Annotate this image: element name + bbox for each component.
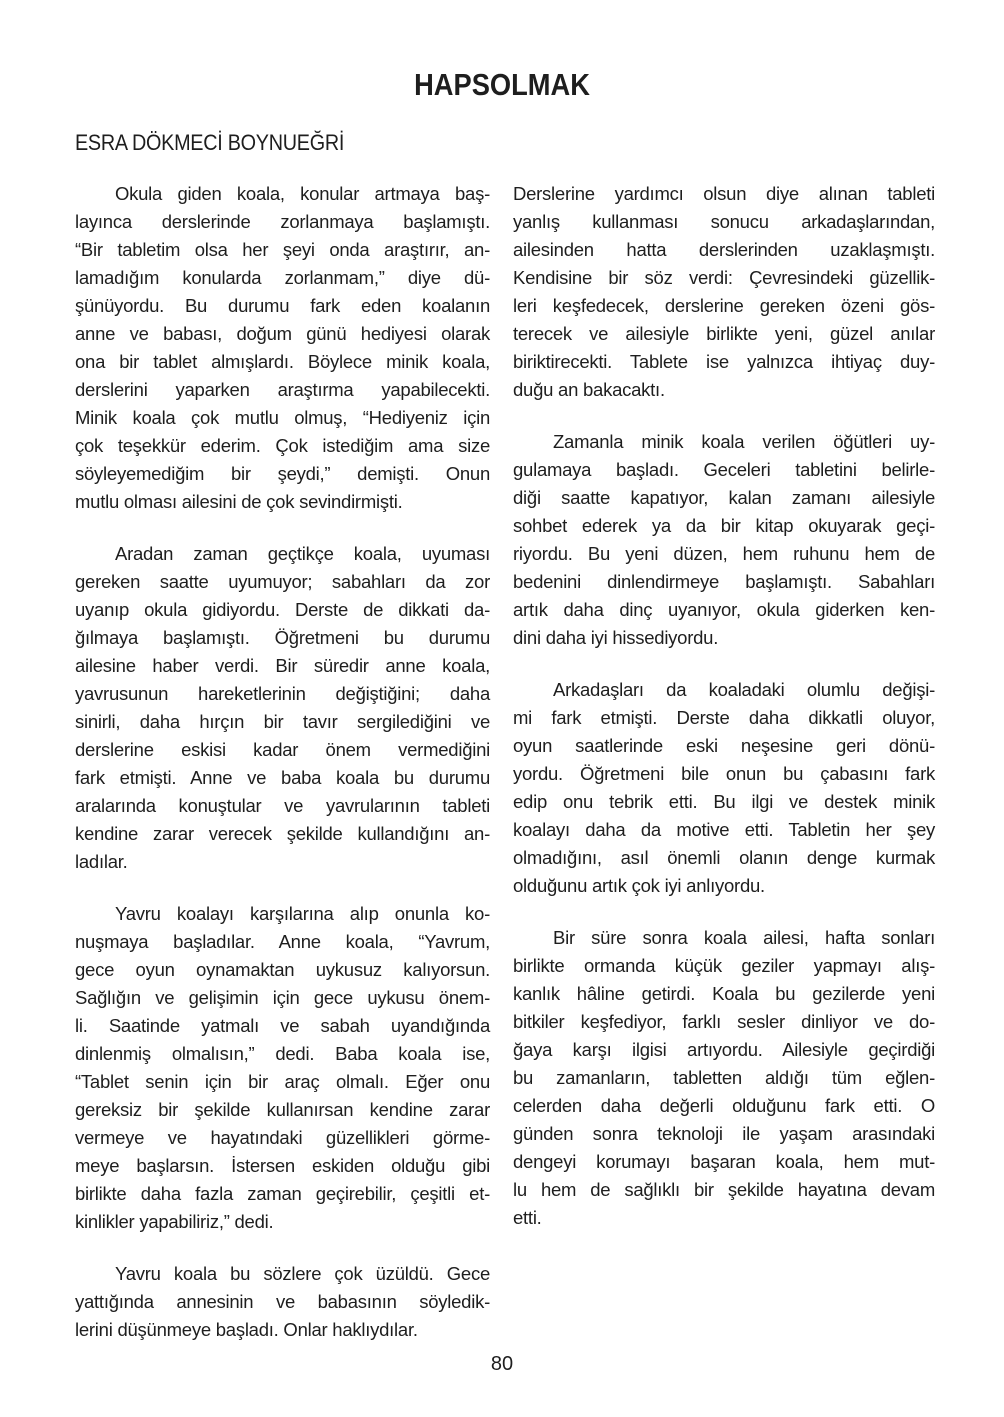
text-line: duğu an bakacaktı. <box>513 379 665 400</box>
text-line: birlikte daha fazla zaman geçirebilir, çeşitli et- <box>75 1183 490 1204</box>
text-line: Aradan zaman geçtikçe koala, uyuması <box>115 543 490 564</box>
text-line: olduğunu artık çok iyi anlıyordu. <box>513 875 765 896</box>
text-line: dinlenmiş olmalısın,” dedi. Baba koala ise, <box>75 1043 490 1064</box>
paragraph <box>513 428 935 652</box>
author-name: ESRA DÖKMECİ BOYNUEĞRİ <box>75 130 345 155</box>
text-line: aralarında konuştular ve yavrularının tableti <box>75 795 490 816</box>
page-number: 80 <box>490 1353 514 1375</box>
text-line: dini daha iyi hissediyordu. <box>513 627 719 648</box>
text-line: nuşmaya başladılar. Anne koala, “Yavrum, <box>75 931 490 952</box>
text-line: riyordu. Bu yeni düzen, hem ruhunu hem de <box>513 543 935 564</box>
text-line: terecek ve ailesiyle birlikte yeni, güzel anılar <box>513 323 935 344</box>
text-columns <box>75 180 935 1344</box>
text-line: leri keşfedecek, derslerine gereken özeni gös- <box>513 295 935 316</box>
text-line: Yavru koalayı karşılarına alıp onunla ko- <box>115 903 490 924</box>
text-line: birlikte ormanda küçük geziler yapmayı alış- <box>513 955 935 976</box>
text-line: ğaya karşı ilgisi artıyordu. Ailesiyle geçirdiği <box>513 1039 935 1060</box>
text-line: ladılar. <box>75 851 128 872</box>
paragraph <box>513 180 935 404</box>
text-line: kanlık hâline getirdi. Koala bu gezilerde yeni <box>513 983 935 1004</box>
text-line: lerini düşünmeye başladı. Onlar haklıydılar. <box>75 1319 418 1340</box>
text-line: “Bir tabletim olsa her şeyi onda araştırır, an- <box>75 239 490 260</box>
text-line: lamadığım konularda zorlanmam,” diye dü- <box>75 267 490 288</box>
text-line: Okula giden koala, konular artmaya baş- <box>115 183 490 204</box>
text-line: ailesinden hatta derslerinden uzaklaşmıştı. <box>513 239 935 260</box>
text-line: gereksiz bir şekilde kullanırsan kendine zarar <box>75 1099 490 1120</box>
text-line: sohbet ederek ya da bir kitap okuyarak geçi- <box>513 515 935 536</box>
text-line: gereken saatte uyumuyor; sabahları da zor <box>75 571 490 592</box>
left-column <box>75 180 490 1344</box>
text-line: ailesine haber verdi. Bir süredir anne koala, <box>75 655 490 676</box>
text-line: dengeyi korumayı başaran koala, hem mut- <box>513 1151 935 1172</box>
text-line: günden sonra teknoloji ile yaşam arasındaki <box>513 1123 935 1144</box>
paragraph <box>513 676 935 900</box>
text-line: mi fark etmişti. Derste daha dikkatli oluyor, <box>513 707 935 728</box>
paragraph <box>75 900 490 1236</box>
text-line: Kendisine bir söz verdi: Çevresindeki güzellik- <box>513 267 935 288</box>
text-line: kendine zarar verecek şekilde kullandığını an- <box>75 823 490 844</box>
text-line: ğılmaya başlamıştı. Öğretmeni bu durumu <box>75 627 490 648</box>
text-line: bitkiler keşfediyor, farklı sesler dinliyor ve do- <box>513 1011 935 1032</box>
text-line: layınca derslerinde zorlanmaya başlamıştı. <box>75 211 490 232</box>
text-line: diği saatte kapatıyor, kalan zamanı ailesiyle <box>513 487 935 508</box>
text-line: Bir süre sonra koala ailesi, hafta sonları <box>553 927 935 948</box>
text-line: bu zamanların, tabletten aldığı tüm eğlen- <box>513 1067 935 1088</box>
text-line: artık daha dinç uyanıyor, okula giderken ken- <box>513 599 935 620</box>
text-line: celerden daha değerli olduğunu fark etti. O <box>513 1095 935 1116</box>
text-line: şünüyordu. Bu durumu fark eden koalanın <box>75 295 490 316</box>
text-line: etti. <box>513 1207 542 1228</box>
text-line: Zamanla minik koala verilen öğütleri uy- <box>553 431 935 452</box>
text-line: vermeye ve hayatındaki güzellikleri görme- <box>75 1127 490 1148</box>
text-line: bedenini dinlendirmeye başlamıştı. Sabahları <box>513 571 935 592</box>
text-line: oyun saatlerinde eski neşesine geri dönü- <box>513 735 935 756</box>
text-line: li. Saatinde yatmalı ve sabah uyandığında <box>75 1015 490 1036</box>
text-line: kinlikler yapabiliriz,” dedi. <box>75 1211 274 1232</box>
text-line: yanlış kullanması sonucu arkadaşlarından, <box>513 211 935 232</box>
text-line: Yavru koala bu sözlere çok üzüldü. Gece <box>115 1263 490 1284</box>
text-line: Sağlığın ve gelişimin için gece uykusu önem- <box>75 987 490 1008</box>
text-line: Minik koala çok mutlu olmuş, “Hediyeniz için <box>75 407 490 428</box>
paragraph <box>75 540 490 876</box>
text-line: yavrusunun hareketlerinin değiştiğini; daha <box>75 683 490 704</box>
paragraph <box>75 180 490 516</box>
text-line: sinirli, daha hırçın bir tavır sergilediğini ve <box>75 711 490 732</box>
text-line: söyleyemediğim bir şeydi,” demişti. Onun <box>75 463 490 484</box>
text-line: olmadığını, asıl önemli olanın denge kurmak <box>513 847 935 868</box>
page-title: HAPSOLMAK <box>414 67 590 102</box>
text-line: “Tablet senin için bir araç olmalı. Eğer onu <box>75 1071 490 1092</box>
text-line: edip onu tebrik etti. Bu ilgi ve destek minik <box>513 791 935 812</box>
text-line: lu hem de sağlıklı bir şekilde hayatına devam <box>513 1179 935 1200</box>
text-line: çok teşekkür ederim. Çok istediğim ama size <box>75 435 490 456</box>
text-line: biriktirecekti. Tablete ise yalnızca ihtiyaç duy- <box>513 351 935 372</box>
text-line: yattığında annesinin ve babasının söyledik- <box>75 1291 490 1312</box>
text-line: yordu. Öğretmeni bile onun bu çabasını fark <box>513 763 935 784</box>
paragraph <box>513 924 935 1232</box>
text-line: meye başlarsın. İstersen eskiden olduğu gibi <box>75 1155 490 1176</box>
text-line: derslerine eskisi kadar önem vermediğini <box>75 739 490 760</box>
text-line: derslerini yaparken araştırma yapabilecekti. <box>75 379 490 400</box>
text-line: ona bir tablet almışlardı. Böylece minik koala, <box>75 351 490 372</box>
text-line: anne ve babası, doğum günü hediyesi olarak <box>75 323 490 344</box>
text-line: Arkadaşları da koaladaki olumlu değişi- <box>553 679 935 700</box>
text-line: mutlu olması ailesini de çok sevindirmişti. <box>75 491 403 512</box>
text-line: fark etmişti. Anne ve baba koala bu durumu <box>75 767 490 788</box>
paragraph <box>75 1260 490 1344</box>
right-column <box>513 180 935 1232</box>
text-line: uyanıp okula gidiyordu. Derste de dikkati da- <box>75 599 490 620</box>
text-line: gulamaya başladı. Geceleri tabletini belirle- <box>513 459 935 480</box>
text-line: gece oyun oynamaktan uykusuz kalıyorsun. <box>75 959 490 980</box>
text-line: koalayı daha da motive etti. Tabletin her şey <box>513 819 935 840</box>
text-line: Derslerine yardımcı olsun diye alınan tableti <box>513 183 935 204</box>
